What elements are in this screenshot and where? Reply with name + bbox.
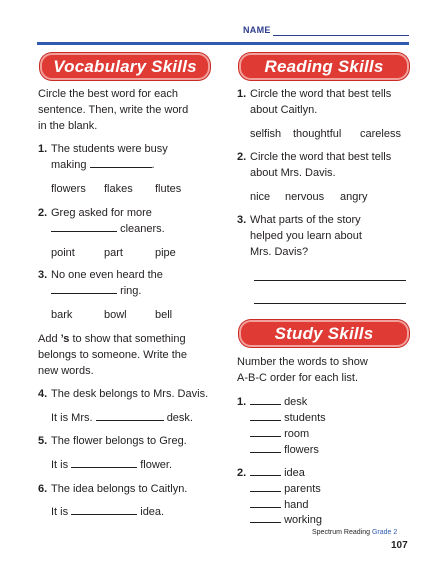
vocab-q6-answer [51,504,164,520]
study-list2-blank-3[interactable] [250,498,281,508]
reading-q1-option-3[interactable]: careless [360,128,401,140]
reading-q2-number: 2. [237,151,247,163]
reading-q3-line1: What parts of the story [250,214,361,226]
vocab-q6-number: 6. [38,483,48,495]
study-list1-word-4: flowers [284,444,319,456]
study-list2-blank-2[interactable] [250,482,281,492]
footer-series [312,529,397,536]
reading-q1-line1: Circle the word that best tells [250,88,392,100]
vocab-instruction-line-2: sentence. Then, write the word [38,104,189,116]
vocab-q3-number: 3. [38,269,48,281]
vocab-q5-text: The flower belongs to Greg. [51,435,187,447]
study-list1-blank-1[interactable] [250,395,281,405]
header-rule [37,42,409,45]
vocab-q3-text: ring. [120,285,142,297]
reading-q2-line1: Circle the word that best tells [250,151,392,163]
vocab-q1-line1: The students were busy [51,143,168,155]
reading-q3-line2: helped you learn about [250,230,362,242]
vocab-q3-option-1[interactable]: bark [51,309,73,321]
vocab-q3-answer-blank[interactable] [51,284,117,294]
vocab-q1-option-3[interactable]: flutes [155,183,182,195]
vocab-q5-answer-pre: It is [51,459,69,471]
reading-q3-line3: Mrs. Davis? [250,246,309,258]
footer-grade: Grade 2 [371,529,398,536]
study-list2-item-2 [250,481,321,497]
page-number: 107 [391,540,408,551]
reading-q2-option-3[interactable]: angry [340,191,368,203]
vocab-q6-text: The idea belongs to Caitlyn. [51,483,188,495]
reading-q3-answer-line-2[interactable] [254,303,406,304]
vocab-q2-option-3[interactable]: pipe [155,247,176,259]
study-list2-number: 2. [237,467,247,479]
vocab-q2-number: 2. [38,207,48,219]
study-list2-blank-4[interactable] [250,513,281,523]
vocab-q6-answer-pre: It is [51,506,69,518]
study-list1-blank-3[interactable] [250,427,281,437]
vocab-q4-text: The desk belongs to Mrs. Davis. [51,388,209,400]
vocabulary-skills-banner: Vocabulary Skills [40,53,210,80]
study-list2-item-4 [250,512,322,528]
vocab-q6-answer-blank[interactable] [71,505,137,515]
study-list2-word-4: working [284,514,322,526]
vocab-q3-option-2[interactable]: bowl [104,309,127,321]
study-skills-banner: Study Skills [239,320,409,347]
study-list1-item-3 [250,426,309,442]
study-list2-item-3 [250,497,309,513]
vocab-q2-answer-blank[interactable] [51,222,117,232]
study-list2-item-1 [250,465,305,481]
vocab-instruction-line-1: Circle the best word for each [38,88,179,100]
vocab-q4-number: 4. [38,388,48,400]
vocab-q5-number: 5. [38,435,48,447]
reading-skills-banner: Reading Skills [239,53,409,80]
vocab-instruction-line-3: in the blank. [38,120,98,132]
name-field[interactable] [273,35,409,36]
study-list1-item-4 [250,442,319,458]
reading-q1-line2: about Caitlyn. [250,104,318,116]
study-list1-word-1: desk [284,396,308,408]
reading-q3-answer-line-1[interactable] [254,280,406,281]
vocab-q4-answer [51,410,193,426]
study-list1-word-3: room [284,428,310,440]
vocab-q2-line1: Greg asked for more [51,207,152,219]
vocab-q1-answer-blank[interactable] [90,158,152,168]
vocab-q5-answer [51,457,172,473]
reading-q2-option-2[interactable]: nervous [285,191,325,203]
study-list1-blank-2[interactable] [250,411,281,421]
possessive-pre: Add [38,333,61,345]
study-list2-blank-1[interactable] [250,466,281,476]
reading-q1-option-2[interactable]: thoughtful [293,128,342,140]
study-instruction-line-2: A-B-C order for each list. [237,372,359,384]
reading-q1-option-1[interactable]: selfish [250,128,282,140]
vocab-q2-line2 [51,221,165,237]
vocab-q6-answer-post: idea. [140,506,165,518]
vocab-q4-answer-pre: It is Mrs. [51,412,93,424]
possessive-instruction-line-3: new words. [38,365,94,377]
vocab-q4-answer-post: desk. [166,412,193,424]
vocab-q1-period: . [151,159,155,171]
vocab-q1-text: making [51,159,87,171]
vocab-q1-number: 1. [38,143,48,155]
vocab-q5-answer-post: flower. [140,459,173,471]
vocab-q2-option-2[interactable]: part [104,247,123,259]
possessive-mark: ’s [60,333,70,345]
vocab-q2-option-1[interactable]: point [51,247,75,259]
vocab-q4-answer-blank[interactable] [96,411,164,421]
study-list1-blank-4[interactable] [250,443,281,453]
footer-series-name: Spectrum Reading [312,529,370,536]
vocab-q1-option-2[interactable]: flakes [104,183,133,195]
vocab-q1-option-1[interactable]: flowers [51,183,86,195]
vocab-q3-line1: No one even heard the [51,269,163,281]
name-label: NAME [243,25,271,35]
vocab-q3-option-3[interactable]: bell [155,309,173,321]
reading-q2-option-1[interactable]: nice [250,191,271,203]
reading-q1-number: 1. [237,88,247,100]
vocab-q2-text: cleaners. [120,223,165,235]
study-list2-word-2: parents [284,483,321,495]
study-list1-word-2: students [284,412,326,424]
vocab-q5-answer-blank[interactable] [71,458,137,468]
possessive-instruction-line-2: belongs to someone. Write the [38,349,187,361]
reading-q2-line2: about Mrs. Davis. [250,167,336,179]
vocab-q3-line2 [51,283,141,299]
possessive-instruction-line-1 [38,331,186,347]
study-list2-word-1: idea [284,467,305,479]
study-list1-item-1 [250,394,307,410]
possessive-post: to show that something [69,333,186,345]
vocab-q1-line2 [51,157,155,173]
study-instruction-line-1: Number the words to show [237,356,368,368]
study-list2-word-3: hand [284,499,309,511]
reading-q3-number: 3. [237,214,247,226]
study-list1-number: 1. [237,396,247,408]
study-list1-item-2 [250,410,326,426]
